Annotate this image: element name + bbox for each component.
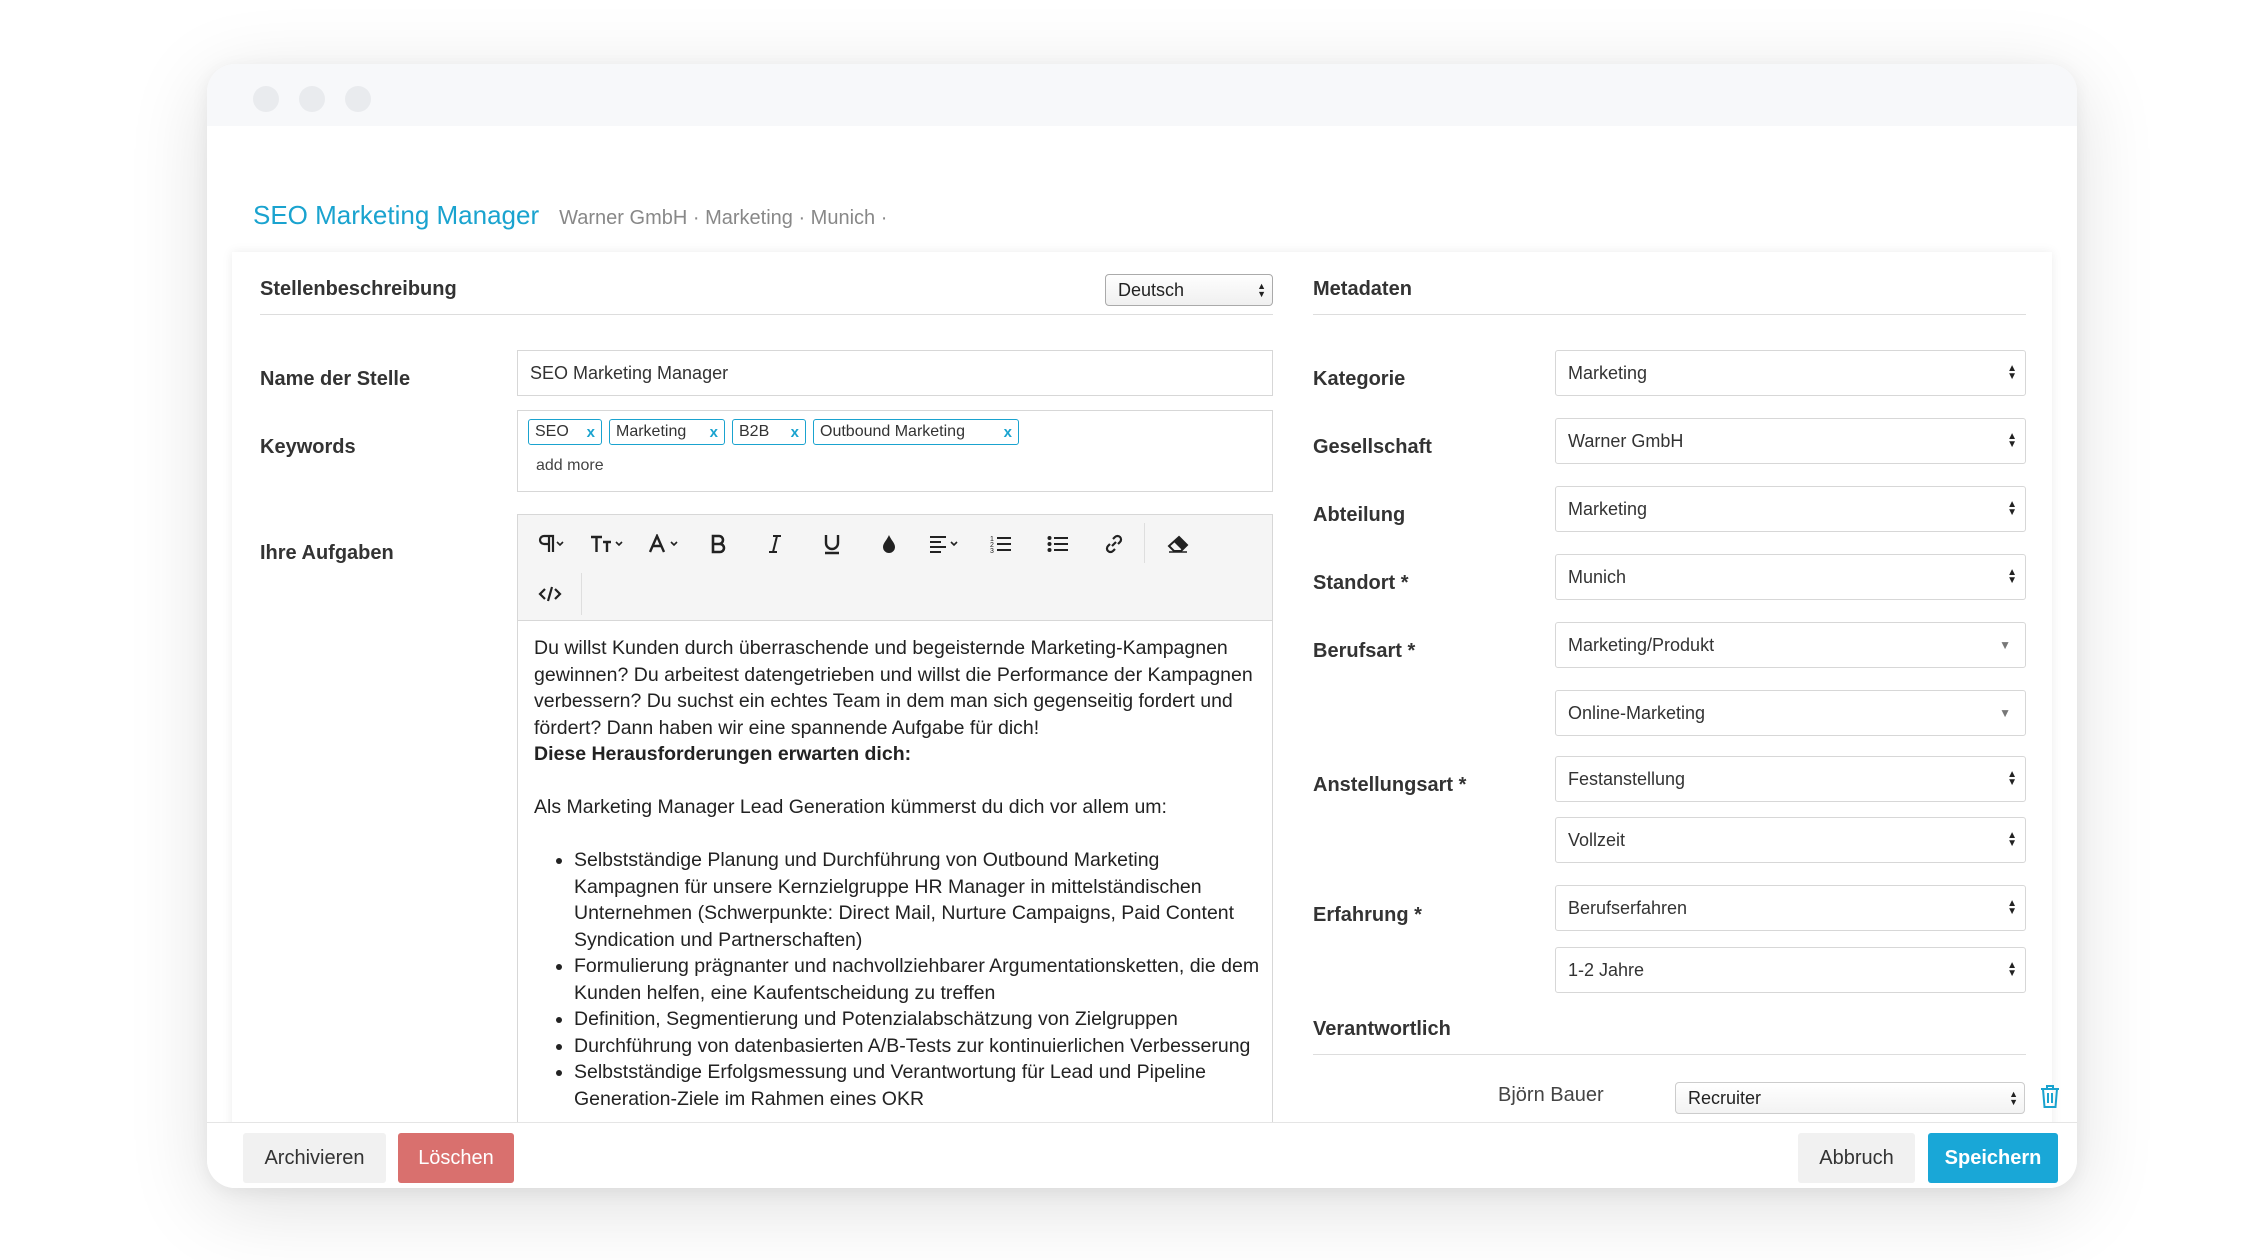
remove-tag-icon[interactable]: x <box>1003 423 1012 441</box>
window-titlebar <box>207 64 2077 126</box>
keyword-tag <box>732 419 806 445</box>
working-time-select-value: Vollzeit <box>1568 829 1626 850</box>
window-close-dot[interactable] <box>253 86 279 112</box>
save-button[interactable]: Speichern <box>1928 1133 2058 1183</box>
delete-button[interactable]: Löschen <box>398 1133 514 1183</box>
responsible-divider <box>1313 1054 2026 1055</box>
select-arrows-icon: ▲ ▼ <box>2007 830 2017 849</box>
keyword-tag-label: B2B <box>739 423 770 440</box>
select-arrows-icon: ▲ ▼ <box>1257 281 1266 299</box>
paragraph-icon[interactable] <box>528 521 572 567</box>
keyword-tag <box>528 419 602 445</box>
keyword-tag <box>609 419 725 445</box>
experience-years-select-value: 1-2 Jahre <box>1568 959 1645 980</box>
page-header <box>253 200 887 240</box>
working-time-select[interactable] <box>1555 817 2026 863</box>
editor-blank-line <box>534 821 1264 848</box>
job-type-select[interactable] <box>1555 622 2026 668</box>
link-icon[interactable] <box>1094 521 1134 567</box>
editor-lead: Als Marketing Manager Lead Generation kümmerst du dich vor allem um: <box>534 796 1167 818</box>
responsible-role-select-value: Recruiter <box>1688 1087 1762 1108</box>
employment-type-select-value: Festanstellung <box>1568 768 1686 789</box>
responsible-section-title: Verantwortlich <box>1313 1018 1451 1040</box>
select-arrows-icon: ▲ ▼ <box>2007 960 2017 979</box>
archive-button[interactable]: Archivieren <box>243 1133 386 1183</box>
toolbar-separator <box>1144 523 1145 563</box>
editor-bullet: • Durchführung von datenbasierten A/B-Tests zur kontinuierlichen Verbesserung <box>574 1033 1264 1060</box>
trash-icon[interactable] <box>2039 1084 2061 1110</box>
keyword-tag-label: SEO <box>535 423 569 440</box>
keyword-tag-label: Marketing <box>616 423 687 440</box>
bold-icon[interactable] <box>698 521 738 567</box>
editor-bullet: • Formulierung prägnanter und nachvollziehbarer Argumentationsketten, die dem Kunden helfen, eine Kaufentscheidung zu treffen <box>574 953 1264 1006</box>
company-label: Gesellschaft <box>1313 436 1432 458</box>
editor-intro: Du willst Kunden durch überraschende und begeisternde Marketing-Kampagnen gewinnen? Du arbeitest datengetrieben und willst die Performance der Kampagnen verbessern? Du suchst ein echtes Team in dem man sich gegenseitig fordert und fördert? Dann haben wir eine spannende Aufgabe für dich! <box>534 637 1253 739</box>
underline-icon[interactable] <box>812 521 852 567</box>
breadcrumb: Warner GmbH · Marketing · Munich · <box>559 207 888 229</box>
select-arrows-icon: ▲ ▼ <box>2009 1089 2018 1107</box>
toolbar-separator <box>581 573 582 615</box>
select-arrows-icon: ▲ ▼ <box>2007 769 2017 788</box>
editor-bullet: • Selbstständige Erfolgsmessung und Verantwortung für Lead und Pipeline Generation-Ziele im Rahmen eines OKR <box>574 1059 1264 1112</box>
cancel-button[interactable]: Abbruch <box>1798 1133 1915 1183</box>
responsible-role-select[interactable] <box>1675 1082 2025 1114</box>
remove-tag-icon[interactable]: x <box>709 423 718 441</box>
editor-bullet-list <box>534 847 1264 1112</box>
metadata-section-title: Metadaten <box>1313 278 1412 300</box>
select-arrows-icon: ▲ ▼ <box>2007 363 2017 382</box>
code-view-icon[interactable] <box>528 571 572 617</box>
align-icon[interactable] <box>922 521 968 567</box>
italic-icon[interactable] <box>755 521 795 567</box>
job-edit-card <box>232 252 2052 1188</box>
unordered-list-icon[interactable] <box>1038 521 1078 567</box>
experience-select[interactable] <box>1555 885 2026 931</box>
keywords-input[interactable] <box>517 410 1273 492</box>
employment-type-select[interactable] <box>1555 756 2026 802</box>
language-select[interactable] <box>1105 274 1273 306</box>
company-select[interactable] <box>1555 418 2026 464</box>
editor-toolbar <box>518 515 1272 621</box>
add-keyword-input[interactable]: add more <box>536 457 604 474</box>
window-minimize-dot[interactable] <box>299 86 325 112</box>
category-label: Kategorie <box>1313 368 1406 390</box>
description-section-title: Stellenbeschreibung <box>260 278 457 300</box>
experience-years-select[interactable] <box>1555 947 2026 993</box>
select-arrows-icon: ▲ ▼ <box>2007 898 2017 917</box>
editor-blank-line <box>534 768 1264 795</box>
keyword-tag-label: Outbound Marketing <box>820 423 965 440</box>
department-select-value: Marketing <box>1568 498 1648 519</box>
keyword-tag <box>813 419 1019 445</box>
department-select[interactable] <box>1555 486 2026 532</box>
job-name-input[interactable]: SEO Marketing Manager <box>517 350 1273 396</box>
employment-type-label: Anstellungsart * <box>1313 774 1467 796</box>
job-subtype-select[interactable] <box>1555 690 2026 736</box>
app-window <box>207 64 2077 1188</box>
select-arrows-icon: ▲ ▼ <box>2007 499 2017 518</box>
editor-content[interactable] <box>534 635 1264 1112</box>
chevron-down-icon: ▼ <box>1999 638 2011 652</box>
color-drop-icon[interactable] <box>869 521 909 567</box>
responsible-person-name: Björn Bauer <box>1498 1084 1604 1106</box>
company-select-value: Warner GmbH <box>1568 430 1684 451</box>
location-label: Standort * <box>1313 572 1409 594</box>
location-select[interactable] <box>1555 554 2026 600</box>
keywords-label: Keywords <box>260 436 356 458</box>
experience-select-value: Berufserfahren <box>1568 897 1688 918</box>
location-select-value: Munich <box>1568 566 1627 587</box>
svg-text:3: 3 <box>990 548 994 554</box>
description-divider <box>260 314 1273 315</box>
svg-text:2: 2 <box>990 542 994 549</box>
experience-label: Erfahrung * <box>1313 904 1422 926</box>
select-arrows-icon: ▲ ▼ <box>2007 431 2017 450</box>
department-label: Abteilung <box>1313 504 1406 526</box>
chevron-down-icon: ▼ <box>1999 706 2011 720</box>
job-type-label: Berufsart * <box>1313 640 1416 662</box>
editor-bullet: • Selbstständige Planung und Durchführung von Outbound Marketing Kampagnen für unsere Kernzielgruppe HR Manager in mittelständischen Unternehmen (Schwerpunkte: Direct Mail, Nurture Campaigns, Paid Content Syndication und Partnerschaften) <box>574 847 1264 953</box>
rich-text-editor <box>517 514 1273 1188</box>
eraser-icon[interactable] <box>1156 521 1200 567</box>
language-select-value: Deutsch <box>1118 279 1185 300</box>
select-arrows-icon: ▲ ▼ <box>2007 567 2017 586</box>
remove-tag-icon[interactable]: x <box>790 423 799 441</box>
window-maximize-dot[interactable] <box>345 86 371 112</box>
remove-tag-icon[interactable]: x <box>586 423 595 441</box>
editor-bullet: • Definition, Segmentierung und Potenzialabschätzung von Zielgruppen <box>574 1006 1264 1033</box>
tasks-label: Ihre Aufgaben <box>260 542 394 564</box>
ordered-list-icon[interactable] <box>981 521 1021 567</box>
metadata-divider <box>1313 314 2026 315</box>
font-size-icon[interactable] <box>584 521 630 567</box>
job-name-label: Name der Stelle <box>260 368 411 390</box>
svg-text:1: 1 <box>990 536 994 543</box>
category-select[interactable] <box>1555 350 2026 396</box>
editor-heading-text: Diese Herausforderungen erwarten dich: <box>534 743 912 765</box>
job-type-select-value: Marketing/Produkt <box>1568 634 1715 655</box>
font-color-icon[interactable] <box>642 521 688 567</box>
job-subtype-select-value: Online-Marketing <box>1568 702 1706 723</box>
category-select-value: Marketing <box>1568 362 1648 383</box>
editor-heading <box>534 741 1264 768</box>
page-title: SEO Marketing Manager <box>253 200 540 230</box>
